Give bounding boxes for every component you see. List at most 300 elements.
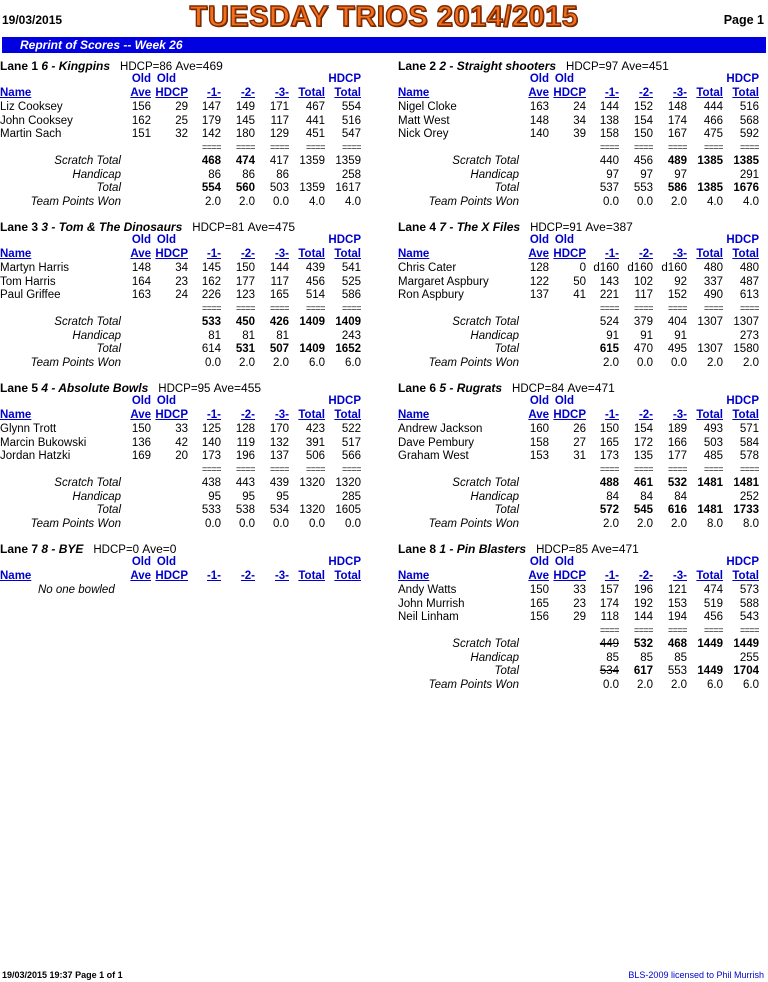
player-game-2: d160 <box>627 262 653 274</box>
team-points-game-1: 2.0 <box>205 195 221 208</box>
player-game-2: 117 <box>634 289 653 301</box>
col-old-ave: Old <box>131 395 151 407</box>
team-name: 2 - Straight shooters <box>439 59 557 73</box>
col-game-2: -2- <box>240 248 255 260</box>
lane-header <box>398 220 633 234</box>
separator-line: ==== <box>269 304 289 312</box>
lane-header <box>0 381 261 395</box>
col-name: Name <box>398 248 430 260</box>
team-points-game-2: 0.0 <box>239 517 255 530</box>
team-hdcp: HDCP=81 <box>192 222 248 234</box>
team-points-total: 6.0 <box>309 356 325 369</box>
player-total: 475 <box>703 128 723 140</box>
player-game-3: d160 <box>661 262 687 274</box>
player-game-2: 154 <box>633 423 653 435</box>
team-points-game-3: 2.0 <box>671 678 687 691</box>
team-points-game-3: 0.0 <box>273 517 289 530</box>
team-points-game-2: 2.0 <box>239 195 255 208</box>
col-hdcp: HDCP <box>553 409 586 421</box>
separator-line: ==== <box>305 143 325 151</box>
team-total-game-2: 545 <box>633 504 653 516</box>
team-points-game-2: 2.0 <box>637 678 653 691</box>
col-game-2: -2- <box>638 87 653 99</box>
team-total-game-2: 617 <box>633 665 653 677</box>
team-average: Ave=455 <box>213 381 262 395</box>
team-total-label: Total <box>96 182 121 194</box>
player-handicap: 34 <box>175 262 188 274</box>
player-game-1: 174 <box>599 597 619 610</box>
team-total-game-3: 553 <box>667 665 687 677</box>
separator-line: ==== <box>599 304 619 312</box>
player-average: 156 <box>529 611 549 623</box>
team-total-total: 1359 <box>299 182 325 194</box>
col-hdcp-total: Total <box>732 409 759 421</box>
col-total: Total <box>298 409 325 421</box>
col-game-3: -3- <box>274 87 289 99</box>
player-name: Matt West <box>398 114 450 127</box>
player-name: Ron Aspbury <box>398 289 464 301</box>
team-total-game-3: 534 <box>269 504 289 516</box>
player-handicap: 42 <box>175 436 188 449</box>
col-name: Name <box>0 248 32 260</box>
scratch-total-hdcp-total: 1449 <box>733 638 759 650</box>
handicap-game-3: 97 <box>674 168 687 181</box>
team-points-game-3: 0.0 <box>671 356 687 369</box>
col-total: Total <box>298 570 325 582</box>
team-points-label: Team Points Won <box>30 517 121 530</box>
scratch-total-total: 1307 <box>697 316 723 328</box>
report-title: TUESDAY TRIOS 2014/2015 <box>189 1 579 33</box>
player-game-1: 143 <box>599 275 619 288</box>
player-total: 506 <box>305 450 325 462</box>
player-game-2: 177 <box>235 275 255 288</box>
player-name: Martin Sach <box>0 128 62 140</box>
player-hdcp-total: 554 <box>341 101 361 113</box>
player-handicap: 23 <box>175 275 188 288</box>
player-hdcp-total: 480 <box>739 262 759 274</box>
handicap-game-2: 97 <box>640 168 653 181</box>
scratch-total-game-2: 450 <box>235 316 255 328</box>
player-handicap: 27 <box>573 436 586 449</box>
player-average: 163 <box>131 289 151 301</box>
player-hdcp-total: 487 <box>739 275 759 288</box>
team-total-hdcp-total: 1605 <box>335 504 361 516</box>
team-points-game-1: 2.0 <box>603 517 619 530</box>
team-total-total: 1409 <box>299 343 325 355</box>
scratch-total-game-1: 440 <box>599 155 619 167</box>
handicap-label: Handicap <box>470 490 519 503</box>
player-total: 514 <box>305 289 325 301</box>
team-average: Ave=475 <box>247 220 296 234</box>
handicap-label: Handicap <box>72 329 121 342</box>
col-hdcp: HDCP <box>155 248 188 260</box>
col-game-1: -1- <box>206 409 221 421</box>
team-hdcp: HDCP=0 <box>93 544 143 556</box>
separator-line: ==== <box>305 304 325 312</box>
team-name: 7 - The X Files <box>439 220 521 234</box>
scratch-total-game-3: 404 <box>667 316 687 328</box>
player-game-1: 125 <box>201 423 221 435</box>
handicap-label: Handicap <box>470 168 519 181</box>
player-game-3: 129 <box>269 128 289 140</box>
separator-line: ==== <box>235 465 255 473</box>
separator-line: ==== <box>739 143 759 151</box>
report-date: 19/03/2015 <box>2 13 63 27</box>
player-name: Marcin Bukowski <box>0 436 87 449</box>
scratch-total-hdcp-total: 1409 <box>335 316 361 328</box>
team-points-label: Team Points Won <box>428 356 519 369</box>
team-points-game-1: 0.0 <box>603 195 619 208</box>
player-average: 122 <box>529 275 549 288</box>
scratch-total-hdcp-total: 1320 <box>335 477 361 489</box>
lane-header <box>398 59 669 73</box>
team-total-game-2: 538 <box>235 504 255 516</box>
col-ave: Ave <box>528 248 549 260</box>
player-game-1: 118 <box>600 611 619 623</box>
col-hdcp-total: Total <box>732 87 759 99</box>
player-game-2: 149 <box>235 101 255 113</box>
team-points-game-1: 0.0 <box>205 517 221 530</box>
player-name: Martyn Harris <box>0 262 70 274</box>
col-game-1: -1- <box>604 87 619 99</box>
player-game-3: 153 <box>667 597 687 610</box>
separator-line: ==== <box>667 626 687 634</box>
team-total-hdcp-total: 1733 <box>733 504 759 516</box>
col-game-2: -2- <box>240 87 255 99</box>
handicap-hdcp-total: 258 <box>341 168 361 181</box>
scratch-total-game-1: 533 <box>201 316 221 328</box>
team-hdcp: HDCP=85 <box>536 544 592 556</box>
player-game-2: 123 <box>235 289 255 301</box>
col-name: Name <box>0 409 32 421</box>
handicap-game-1: 97 <box>606 168 619 181</box>
player-game-1: d160 <box>593 262 619 274</box>
player-total: 466 <box>703 114 723 127</box>
team-points-hdcp-total: 0.0 <box>345 517 361 530</box>
team-total-label: Total <box>96 343 121 355</box>
col-game-2: -2- <box>638 248 653 260</box>
player-name: Andrew Jackson <box>398 423 483 435</box>
handicap-game-1: 86 <box>208 168 221 181</box>
team-name: 4 - Absolute Bowls <box>41 381 149 395</box>
scratch-total-game-1: 449 <box>599 638 619 650</box>
col-name: Name <box>398 409 430 421</box>
col-ave: Ave <box>130 87 151 99</box>
col-old-hdcp: Old <box>554 556 574 568</box>
player-game-1: 142 <box>201 128 221 140</box>
team-name: 5 - Rugrats <box>439 381 503 395</box>
player-game-3: 171 <box>269 101 289 113</box>
col-game-1: -1- <box>206 87 221 99</box>
col-total: Total <box>696 87 723 99</box>
lane-block <box>0 220 365 380</box>
handicap-game-2: 81 <box>242 329 255 342</box>
team-average: Ave=471 <box>567 381 615 395</box>
player-handicap: 26 <box>573 423 586 435</box>
col-old-hdcp: Old <box>156 395 176 407</box>
team-hdcp: HDCP=95 <box>158 383 214 395</box>
separator-line: ==== <box>235 304 255 312</box>
col-game-3: -3- <box>274 248 289 260</box>
player-hdcp-total: 586 <box>341 289 361 301</box>
team-points-hdcp-total: 4.0 <box>345 195 361 208</box>
team-points-label: Team Points Won <box>428 195 519 208</box>
player-hdcp-total: 566 <box>341 450 361 462</box>
player-game-3: 132 <box>269 436 289 449</box>
player-name: Tom Harris <box>0 275 56 288</box>
player-average: 148 <box>529 114 549 127</box>
player-hdcp-total: 588 <box>739 597 759 610</box>
col-hdcp: HDCP <box>155 87 188 99</box>
team-points-game-3: 2.0 <box>671 195 687 208</box>
team-points-game-1: 2.0 <box>603 356 619 369</box>
scratch-total-game-3: 417 <box>269 155 289 167</box>
player-game-2: 196 <box>633 584 653 596</box>
separator-line: ==== <box>269 465 289 473</box>
player-handicap: 32 <box>175 128 188 140</box>
handicap-game-3: 81 <box>276 329 289 342</box>
player-average: 153 <box>529 450 549 462</box>
handicap-game-3: 85 <box>674 651 687 664</box>
lane-label: Lane 2 <box>398 59 440 73</box>
scratch-total-game-1: 438 <box>201 477 221 489</box>
separator-line: ==== <box>599 626 619 634</box>
team-total-total: 1307 <box>697 343 723 355</box>
col-old-ave: Old <box>529 395 549 407</box>
player-handicap: 23 <box>573 597 586 610</box>
team-hdcp: HDCP=84 <box>512 383 568 395</box>
separator-line: ==== <box>739 304 759 312</box>
separator-line: ==== <box>341 465 361 473</box>
col-ave: Ave <box>528 87 549 99</box>
separator-line: ==== <box>341 304 361 312</box>
team-total-game-1: 614 <box>201 343 221 355</box>
col-ave: Ave <box>130 570 151 582</box>
separator-line: ==== <box>703 465 723 473</box>
scratch-total-total: 1359 <box>299 155 325 167</box>
player-handicap: 29 <box>175 101 188 113</box>
team-total-label: Total <box>494 504 519 516</box>
player-game-1: 221 <box>599 289 619 301</box>
team-points-total: 0.0 <box>309 517 325 530</box>
scratch-total-total: 1409 <box>299 316 325 328</box>
team-points-game-3: 2.0 <box>273 356 289 369</box>
separator-line: ==== <box>599 465 619 473</box>
team-points-game-2: 0.0 <box>637 195 653 208</box>
separator-line: ==== <box>739 465 759 473</box>
col-total: Total <box>298 248 325 260</box>
col-hdcp: HDCP <box>155 570 188 582</box>
team-total-label: Total <box>96 504 121 516</box>
separator-line: ==== <box>633 465 653 473</box>
player-game-3: 174 <box>667 114 687 127</box>
player-game-3: 166 <box>667 436 687 449</box>
team-points-game-3: 2.0 <box>671 517 687 530</box>
player-hdcp-total: 592 <box>739 128 759 140</box>
player-total: 451 <box>305 128 325 140</box>
player-handicap: 24 <box>573 101 586 113</box>
col-game-1: -1- <box>604 570 619 582</box>
player-game-1: 173 <box>599 450 619 462</box>
team-points-total: 8.0 <box>707 517 723 530</box>
team-points-label: Team Points Won <box>30 356 121 369</box>
player-game-3: 137 <box>269 450 289 462</box>
col-old-ave: Old <box>131 556 151 568</box>
player-total: 490 <box>703 289 723 301</box>
player-game-1: 157 <box>599 584 619 596</box>
separator-line: ==== <box>667 143 687 151</box>
col-hdcp-total-top: HDCP <box>328 73 361 85</box>
player-game-2: 128 <box>235 423 255 435</box>
col-game-1: -1- <box>206 570 221 582</box>
team-total-total: 1385 <box>697 182 723 194</box>
player-average: 158 <box>529 436 549 449</box>
scratch-total-game-3: 468 <box>667 638 687 650</box>
player-name: Chris Cater <box>398 262 457 274</box>
col-hdcp-total: Total <box>732 570 759 582</box>
separator-line: ==== <box>305 465 325 473</box>
handicap-hdcp-total: 285 <box>341 490 361 503</box>
player-average: 150 <box>131 423 151 435</box>
scratch-total-label: Scratch Total <box>452 316 519 328</box>
col-ave: Ave <box>528 409 549 421</box>
player-hdcp-total: 573 <box>739 584 759 596</box>
player-game-3: 152 <box>667 289 687 301</box>
col-ave: Ave <box>528 570 549 582</box>
col-game-3: -3- <box>672 248 687 260</box>
col-name: Name <box>398 570 430 582</box>
player-game-2: 119 <box>236 436 255 449</box>
player-game-2: 154 <box>633 114 653 127</box>
lane-header <box>0 59 223 73</box>
scratch-total-hdcp-total: 1481 <box>733 477 759 489</box>
col-old-ave: Old <box>131 234 151 246</box>
player-average: 164 <box>131 275 151 288</box>
separator-line: ==== <box>739 626 759 634</box>
team-points-label: Team Points Won <box>428 678 519 691</box>
col-old-ave: Old <box>529 234 549 246</box>
team-average: Ave=451 <box>621 59 669 73</box>
team-average: Ave=0 <box>142 542 177 556</box>
player-name: Nick Orey <box>398 128 449 140</box>
col-old-hdcp: Old <box>156 234 176 246</box>
separator-line: ==== <box>703 626 723 634</box>
player-game-1: 147 <box>201 101 221 113</box>
player-game-3: 170 <box>269 423 289 435</box>
footer-timestamp: 19/03/2015 19:37 Page 1 of 1 <box>2 970 123 980</box>
player-total: 474 <box>703 584 723 596</box>
handicap-game-3: 91 <box>674 329 687 342</box>
separator-line: ==== <box>633 304 653 312</box>
separator-line: ==== <box>667 465 687 473</box>
player-game-1: 158 <box>599 128 619 140</box>
team-hdcp: HDCP=86 <box>120 61 176 73</box>
handicap-game-1: 81 <box>208 329 221 342</box>
col-hdcp: HDCP <box>155 409 188 421</box>
handicap-game-2: 95 <box>242 490 255 503</box>
handicap-game-3: 86 <box>276 168 289 181</box>
col-game-1: -1- <box>604 409 619 421</box>
player-handicap: 24 <box>175 289 188 301</box>
player-handicap: 41 <box>573 289 586 301</box>
team-total-game-2: 553 <box>633 182 653 194</box>
no-bowlers-note: No one bowled <box>38 584 115 596</box>
team-average: Ave=471 <box>591 542 639 556</box>
player-name: John Murrish <box>398 597 465 610</box>
scratch-total-game-2: 379 <box>633 316 653 328</box>
col-hdcp: HDCP <box>553 248 586 260</box>
separator-line: ==== <box>235 143 255 151</box>
player-game-1: 162 <box>201 275 221 288</box>
page-number: Page 1 <box>723 13 764 27</box>
scratch-total-total: 1320 <box>299 477 325 489</box>
col-old-ave: Old <box>131 73 151 85</box>
col-old-hdcp: Old <box>156 556 176 568</box>
col-hdcp-total: Total <box>334 570 361 582</box>
player-hdcp-total: 547 <box>341 128 361 140</box>
col-name: Name <box>0 570 32 582</box>
player-handicap: 0 <box>579 262 586 274</box>
lane-label: Lane 3 <box>0 220 42 234</box>
player-hdcp-total: 578 <box>739 450 759 462</box>
team-points-hdcp-total: 6.0 <box>743 678 759 691</box>
team-total-hdcp-total: 1617 <box>335 182 361 194</box>
scratch-total-label: Scratch Total <box>452 638 519 650</box>
player-total: 503 <box>703 436 723 449</box>
player-game-1: 138 <box>599 114 619 127</box>
team-points-hdcp-total: 2.0 <box>743 356 759 369</box>
player-game-2: 192 <box>633 597 653 610</box>
player-name: Andy Watts <box>398 584 457 596</box>
scratch-total-hdcp-total: 1385 <box>733 155 759 167</box>
col-old-hdcp: Old <box>554 234 574 246</box>
separator-line: ==== <box>667 304 687 312</box>
player-total: 337 <box>703 275 723 288</box>
col-game-1: -1- <box>206 248 221 260</box>
player-game-3: 117 <box>270 114 289 127</box>
team-points-total: 6.0 <box>707 678 723 691</box>
col-game-3: -3- <box>274 409 289 421</box>
player-average: 128 <box>529 262 549 274</box>
col-total: Total <box>696 570 723 582</box>
team-name: 3 - Tom & The Dinosaurs <box>41 220 183 234</box>
col-total: Total <box>696 409 723 421</box>
team-points-game-2: 0.0 <box>637 356 653 369</box>
col-game-2: -2- <box>240 570 255 582</box>
handicap-game-1: 91 <box>606 329 619 342</box>
handicap-game-1: 85 <box>606 651 619 664</box>
separator-line: ==== <box>201 465 221 473</box>
player-game-1: 173 <box>201 450 221 462</box>
player-total: 391 <box>305 436 325 449</box>
team-hdcp: HDCP=91 <box>530 222 586 234</box>
subtitle-bar <box>2 37 766 53</box>
team-name: 1 - Pin Blasters <box>439 542 527 556</box>
team-points-total: 4.0 <box>707 195 723 208</box>
handicap-label: Handicap <box>470 329 519 342</box>
player-game-3: 117 <box>270 275 289 288</box>
scratch-total-label: Scratch Total <box>54 477 121 489</box>
handicap-game-2: 85 <box>640 651 653 664</box>
player-game-1: 179 <box>201 114 221 127</box>
player-total: 519 <box>703 597 723 610</box>
col-hdcp-total-top: HDCP <box>328 234 361 246</box>
separator-line: ==== <box>269 143 289 151</box>
team-total-hdcp-total: 1704 <box>733 665 759 677</box>
separator-line: ==== <box>341 143 361 151</box>
player-handicap: 25 <box>175 114 188 127</box>
player-name: Graham West <box>398 450 469 462</box>
